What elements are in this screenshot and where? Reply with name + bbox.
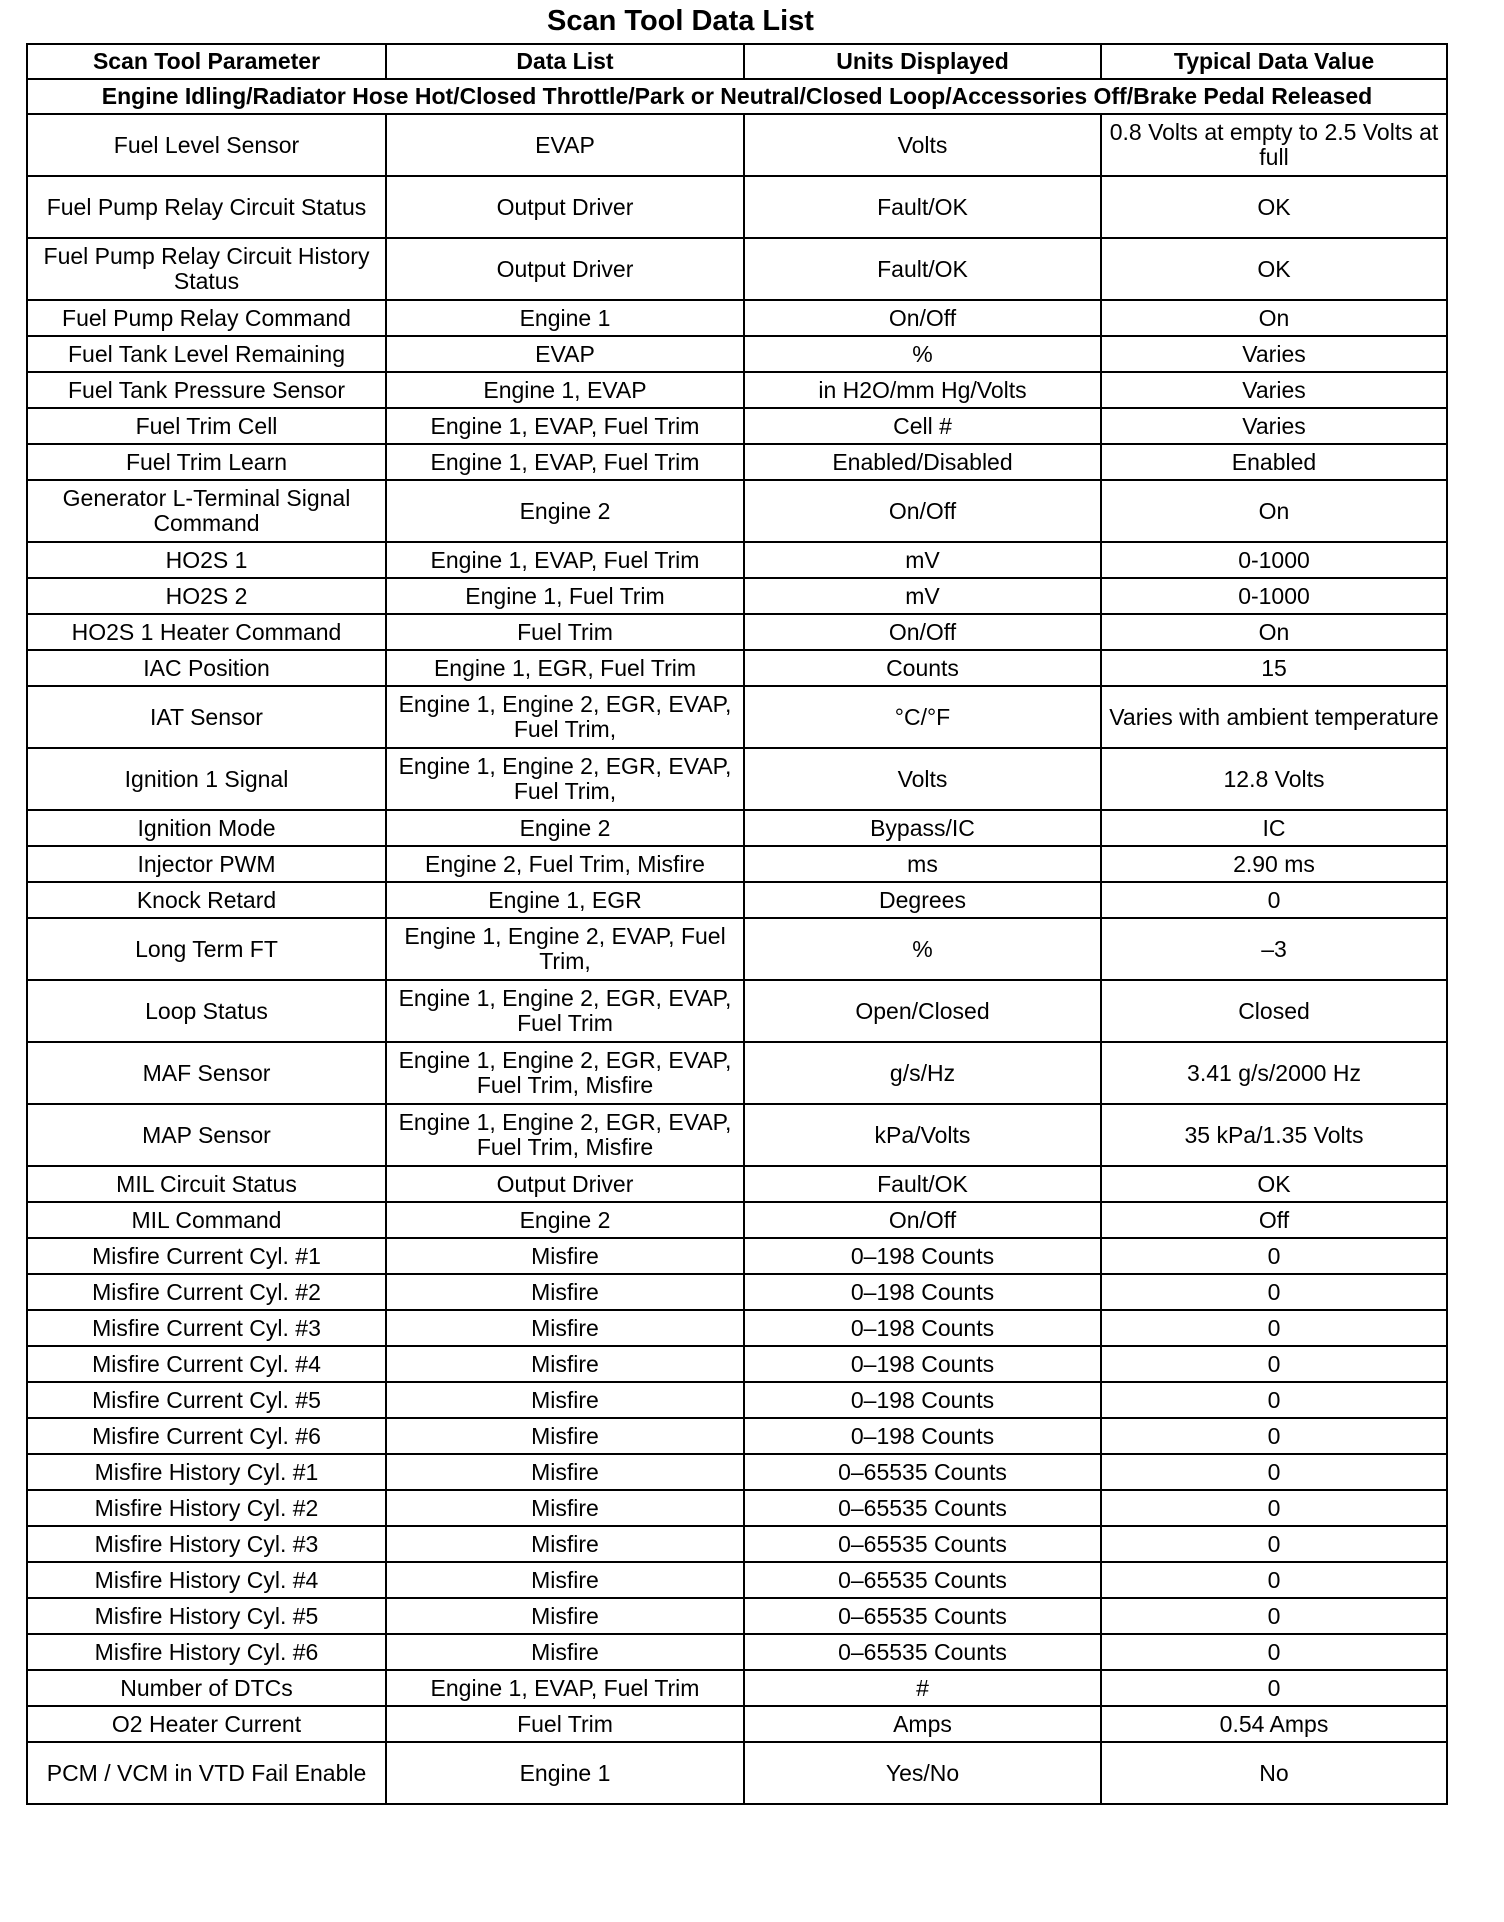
cell-data-list: Misfire	[386, 1238, 744, 1274]
cell-parameter: MIL Circuit Status	[27, 1166, 386, 1202]
cell-typical-value: 0	[1101, 1382, 1447, 1418]
cell-parameter: Misfire Current Cyl. #2	[27, 1274, 386, 1310]
cell-typical-value: 12.8 Volts	[1101, 748, 1447, 810]
table-row	[27, 810, 1447, 846]
cell-parameter: Fuel Pump Relay Circuit Status	[27, 176, 386, 238]
cell-data-list: Misfire	[386, 1454, 744, 1490]
cell-units: Yes/No	[744, 1742, 1101, 1804]
cell-typical-value: OK	[1101, 238, 1447, 300]
cell-units: Degrees	[744, 882, 1101, 918]
cell-typical-value: 0	[1101, 1490, 1447, 1526]
cell-typical-value: No	[1101, 1742, 1447, 1804]
cell-units: °C/°F	[744, 686, 1101, 748]
cell-units: ms	[744, 846, 1101, 882]
table-row	[27, 1202, 1447, 1238]
cell-units: 0–65535 Counts	[744, 1562, 1101, 1598]
cell-parameter: Loop Status	[27, 980, 386, 1042]
table-row	[27, 918, 1447, 980]
condition-row	[27, 79, 1447, 114]
cell-typical-value: 0	[1101, 1310, 1447, 1346]
table-row	[27, 444, 1447, 480]
cell-parameter: Fuel Pump Relay Circuit History Status	[27, 238, 386, 300]
table-row	[27, 480, 1447, 542]
cell-parameter: Ignition 1 Signal	[27, 748, 386, 810]
cell-units: On/Off	[744, 300, 1101, 336]
cell-units: Counts	[744, 650, 1101, 686]
table-row	[27, 1706, 1447, 1742]
cell-typical-value: Closed	[1101, 980, 1447, 1042]
table-row	[27, 1238, 1447, 1274]
cell-data-list: Engine 1, Engine 2, EGR, EVAP, Fuel Trim, Misfire	[386, 1042, 744, 1104]
header-scan-tool-parameter: Scan Tool Parameter	[27, 44, 386, 79]
cell-data-list: Output Driver	[386, 1166, 744, 1202]
cell-units: Fault/OK	[744, 1166, 1101, 1202]
cell-units: 0–65535 Counts	[744, 1598, 1101, 1634]
cell-data-list: Engine 1, EGR	[386, 882, 744, 918]
header-row	[27, 44, 1447, 79]
table-row	[27, 1526, 1447, 1562]
cell-parameter: Misfire Current Cyl. #5	[27, 1382, 386, 1418]
cell-parameter: Fuel Trim Cell	[27, 408, 386, 444]
cell-typical-value: 0	[1101, 1454, 1447, 1490]
cell-data-list: Engine 2	[386, 810, 744, 846]
cell-parameter: Injector PWM	[27, 846, 386, 882]
cell-typical-value: Off	[1101, 1202, 1447, 1238]
cell-data-list: Misfire	[386, 1598, 744, 1634]
cell-typical-value: IC	[1101, 810, 1447, 846]
cell-typical-value: OK	[1101, 176, 1447, 238]
table-row	[27, 650, 1447, 686]
test-condition: Engine Idling/Radiator Hose Hot/Closed Throttle/Park or Neutral/Closed Loop/Accessories Off/Brake Pedal Released	[27, 79, 1447, 114]
cell-typical-value: Varies	[1101, 372, 1447, 408]
cell-parameter: IAT Sensor	[27, 686, 386, 748]
table-row	[27, 1634, 1447, 1670]
cell-units: Cell #	[744, 408, 1101, 444]
cell-data-list: Engine 1, Engine 2, EGR, EVAP, Fuel Trim,	[386, 748, 744, 810]
cell-data-list: Engine 1, EVAP	[386, 372, 744, 408]
table-row	[27, 1274, 1447, 1310]
cell-units: 0–198 Counts	[744, 1418, 1101, 1454]
table-body	[27, 79, 1447, 1804]
cell-data-list: Engine 1, Engine 2, EVAP, Fuel Trim,	[386, 918, 744, 980]
table-row	[27, 114, 1447, 176]
table-header	[27, 44, 1447, 79]
table-row	[27, 1382, 1447, 1418]
cell-parameter: Misfire History Cyl. #2	[27, 1490, 386, 1526]
cell-units: Open/Closed	[744, 980, 1101, 1042]
cell-typical-value: 0-1000	[1101, 578, 1447, 614]
cell-typical-value: On	[1101, 614, 1447, 650]
table-row	[27, 300, 1447, 336]
cell-parameter: HO2S 2	[27, 578, 386, 614]
cell-typical-value: 0.54 Amps	[1101, 1706, 1447, 1742]
table-row	[27, 1042, 1447, 1104]
cell-parameter: Fuel Pump Relay Command	[27, 300, 386, 336]
cell-parameter: Ignition Mode	[27, 810, 386, 846]
cell-units: mV	[744, 578, 1101, 614]
cell-data-list: Misfire	[386, 1310, 744, 1346]
table-row	[27, 1562, 1447, 1598]
table-row	[27, 882, 1447, 918]
cell-units: 0–198 Counts	[744, 1238, 1101, 1274]
cell-parameter: Misfire History Cyl. #6	[27, 1634, 386, 1670]
cell-typical-value: 0	[1101, 1238, 1447, 1274]
cell-typical-value: 0	[1101, 1274, 1447, 1310]
table-row	[27, 686, 1447, 748]
cell-typical-value: 0	[1101, 1346, 1447, 1382]
cell-typical-value: 3.41 g/s/2000 Hz	[1101, 1042, 1447, 1104]
cell-data-list: Misfire	[386, 1562, 744, 1598]
cell-parameter: Misfire History Cyl. #5	[27, 1598, 386, 1634]
cell-typical-value: 35 kPa/1.35 Volts	[1101, 1104, 1447, 1166]
cell-units: On/Off	[744, 614, 1101, 650]
cell-data-list: Misfire	[386, 1526, 744, 1562]
table-row	[27, 1418, 1447, 1454]
cell-typical-value: 0	[1101, 1418, 1447, 1454]
header-typical-data-value: Typical Data Value	[1101, 44, 1447, 79]
cell-data-list: Engine 1	[386, 300, 744, 336]
cell-parameter: MAP Sensor	[27, 1104, 386, 1166]
cell-data-list: Engine 1, EVAP, Fuel Trim	[386, 542, 744, 578]
cell-typical-value: –3	[1101, 918, 1447, 980]
cell-units: 0–198 Counts	[744, 1310, 1101, 1346]
cell-data-list: Engine 1, Engine 2, EGR, EVAP, Fuel Trim,	[386, 686, 744, 748]
cell-data-list: Engine 1	[386, 1742, 744, 1804]
cell-data-list: Fuel Trim	[386, 614, 744, 650]
cell-data-list: EVAP	[386, 336, 744, 372]
cell-data-list: Misfire	[386, 1274, 744, 1310]
cell-parameter: Fuel Level Sensor	[27, 114, 386, 176]
table-row	[27, 372, 1447, 408]
cell-data-list: Output Driver	[386, 176, 744, 238]
cell-units: Bypass/IC	[744, 810, 1101, 846]
cell-parameter: Misfire History Cyl. #3	[27, 1526, 386, 1562]
cell-typical-value: On	[1101, 300, 1447, 336]
cell-data-list: Engine 1, EVAP, Fuel Trim	[386, 1670, 744, 1706]
cell-units: 0–198 Counts	[744, 1346, 1101, 1382]
cell-data-list: Engine 1, Engine 2, EGR, EVAP, Fuel Trim	[386, 980, 744, 1042]
cell-units: Volts	[744, 748, 1101, 810]
cell-units: Fault/OK	[744, 176, 1101, 238]
cell-parameter: Fuel Tank Level Remaining	[27, 336, 386, 372]
cell-data-list: Misfire	[386, 1382, 744, 1418]
cell-data-list: Output Driver	[386, 238, 744, 300]
cell-units: 0–65535 Counts	[744, 1526, 1101, 1562]
cell-units: 0–198 Counts	[744, 1274, 1101, 1310]
table-row	[27, 1490, 1447, 1526]
cell-typical-value: 15	[1101, 650, 1447, 686]
table-row	[27, 1310, 1447, 1346]
cell-units: %	[744, 336, 1101, 372]
cell-typical-value: Varies	[1101, 336, 1447, 372]
header-units-displayed: Units Displayed	[744, 44, 1101, 79]
cell-parameter: Generator L-Terminal Signal Command	[27, 480, 386, 542]
cell-parameter: Fuel Trim Learn	[27, 444, 386, 480]
table-row	[27, 238, 1447, 300]
cell-typical-value: On	[1101, 480, 1447, 542]
table-row	[27, 980, 1447, 1042]
cell-parameter: MAF Sensor	[27, 1042, 386, 1104]
cell-typical-value: 0	[1101, 1562, 1447, 1598]
cell-parameter: Number of DTCs	[27, 1670, 386, 1706]
cell-parameter: Knock Retard	[27, 882, 386, 918]
table-row	[27, 614, 1447, 650]
cell-units: 0–65535 Counts	[744, 1634, 1101, 1670]
cell-parameter: O2 Heater Current	[27, 1706, 386, 1742]
cell-typical-value: 0	[1101, 1634, 1447, 1670]
document-title: Scan Tool Data List	[547, 5, 814, 37]
cell-data-list: Engine 1, EVAP, Fuel Trim	[386, 408, 744, 444]
cell-units: mV	[744, 542, 1101, 578]
table-row	[27, 336, 1447, 372]
cell-parameter: Misfire Current Cyl. #4	[27, 1346, 386, 1382]
cell-units: Amps	[744, 1706, 1101, 1742]
cell-parameter: Fuel Tank Pressure Sensor	[27, 372, 386, 408]
cell-data-list: Misfire	[386, 1346, 744, 1382]
table-row	[27, 1454, 1447, 1490]
table-row	[27, 176, 1447, 238]
cell-units: g/s/Hz	[744, 1042, 1101, 1104]
cell-typical-value: 0-1000	[1101, 542, 1447, 578]
cell-parameter: Long Term FT	[27, 918, 386, 980]
cell-parameter: IAC Position	[27, 650, 386, 686]
cell-units: Volts	[744, 114, 1101, 176]
cell-units: On/Off	[744, 480, 1101, 542]
cell-typical-value: Enabled	[1101, 444, 1447, 480]
cell-units: Fault/OK	[744, 238, 1101, 300]
cell-parameter: Misfire Current Cyl. #1	[27, 1238, 386, 1274]
cell-data-list: Fuel Trim	[386, 1706, 744, 1742]
cell-data-list: Engine 1, EGR, Fuel Trim	[386, 650, 744, 686]
cell-data-list: Engine 1, Fuel Trim	[386, 578, 744, 614]
cell-data-list: Engine 2	[386, 1202, 744, 1238]
cell-parameter: Misfire Current Cyl. #6	[27, 1418, 386, 1454]
cell-data-list: Misfire	[386, 1418, 744, 1454]
cell-typical-value: 0	[1101, 882, 1447, 918]
cell-parameter: HO2S 1 Heater Command	[27, 614, 386, 650]
cell-typical-value: Varies with ambient temperature	[1101, 686, 1447, 748]
cell-typical-value: 0	[1101, 1670, 1447, 1706]
table-row	[27, 1346, 1447, 1382]
table-row	[27, 1104, 1447, 1166]
cell-typical-value: Varies	[1101, 408, 1447, 444]
table-row	[27, 1670, 1447, 1706]
cell-parameter: HO2S 1	[27, 542, 386, 578]
header-data-list: Data List	[386, 44, 744, 79]
cell-parameter: PCM / VCM in VTD Fail Enable	[27, 1742, 386, 1804]
cell-parameter: Misfire Current Cyl. #3	[27, 1310, 386, 1346]
scan-tool-data-table	[26, 43, 1448, 1805]
cell-units: 0–198 Counts	[744, 1382, 1101, 1418]
cell-typical-value: 0	[1101, 1598, 1447, 1634]
cell-units: kPa/Volts	[744, 1104, 1101, 1166]
table-row	[27, 1166, 1447, 1202]
cell-data-list: Engine 2, Fuel Trim, Misfire	[386, 846, 744, 882]
cell-data-list: Misfire	[386, 1634, 744, 1670]
cell-typical-value: 0	[1101, 1526, 1447, 1562]
table-row	[27, 542, 1447, 578]
cell-data-list: Engine 1, EVAP, Fuel Trim	[386, 444, 744, 480]
table-row	[27, 408, 1447, 444]
cell-data-list: Engine 1, Engine 2, EGR, EVAP, Fuel Trim, Misfire	[386, 1104, 744, 1166]
cell-data-list: Engine 2	[386, 480, 744, 542]
cell-units: On/Off	[744, 1202, 1101, 1238]
cell-typical-value: 2.90 ms	[1101, 846, 1447, 882]
table-row	[27, 1742, 1447, 1804]
cell-units: 0–65535 Counts	[744, 1454, 1101, 1490]
cell-units: Enabled/Disabled	[744, 444, 1101, 480]
cell-parameter: Misfire History Cyl. #1	[27, 1454, 386, 1490]
cell-typical-value: 0.8 Volts at empty to 2.5 Volts at full	[1101, 114, 1447, 176]
cell-units: 0–65535 Counts	[744, 1490, 1101, 1526]
table-row	[27, 578, 1447, 614]
cell-units: #	[744, 1670, 1101, 1706]
cell-parameter: MIL Command	[27, 1202, 386, 1238]
table-row	[27, 748, 1447, 810]
cell-data-list: EVAP	[386, 114, 744, 176]
cell-units: in H2O/mm Hg/Volts	[744, 372, 1101, 408]
table-row	[27, 846, 1447, 882]
cell-units: %	[744, 918, 1101, 980]
cell-parameter: Misfire History Cyl. #4	[27, 1562, 386, 1598]
table-row	[27, 1598, 1447, 1634]
cell-typical-value: OK	[1101, 1166, 1447, 1202]
cell-data-list: Misfire	[386, 1490, 744, 1526]
